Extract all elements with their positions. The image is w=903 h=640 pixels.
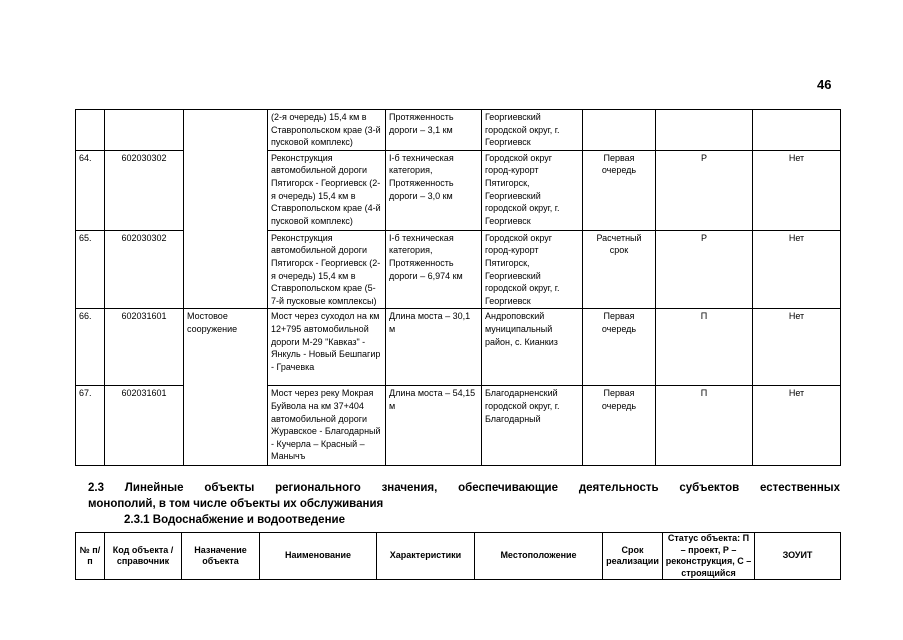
- cell-status: П: [656, 309, 753, 386]
- table-header-row: [76, 533, 841, 580]
- header-term: Срок реализации: [603, 533, 663, 580]
- cell-characteristics: Протяженность дороги – 3,1 км: [386, 110, 482, 151]
- cell-zouit: Нет: [753, 230, 841, 309]
- cell-status: П: [656, 386, 753, 466]
- cell-status: Р: [656, 150, 753, 230]
- cell-characteristics: Длина моста – 54,15 м: [386, 386, 482, 466]
- cell-term: [583, 110, 656, 151]
- cell-num: 64.: [76, 150, 105, 230]
- table-row: [76, 309, 841, 386]
- header-code: Код объекта / справочник: [105, 533, 182, 580]
- cell-purpose: Мостовое сооружение: [184, 309, 268, 466]
- cell-characteristics: I-б техническая категория, Протяженность дороги – 3,0 км: [386, 150, 482, 230]
- cell-code: 602031601: [105, 386, 184, 466]
- header-status: Статус объекта: П – проект, Р – реконструкция, С – строящийся: [663, 533, 755, 580]
- header-name: Наименование: [260, 533, 377, 580]
- cell-status: [656, 110, 753, 151]
- cell-code: 602030302: [105, 230, 184, 309]
- section-title: 2.3 Линейные объекты регионального значения, обеспечивающие деятельность субъектов естественных: [88, 482, 840, 494]
- page-number: 46: [817, 77, 832, 92]
- cell-characteristics: Длина моста – 30,1 м: [386, 309, 482, 386]
- cell-code: 602031601: [105, 309, 184, 386]
- cell-num: 65.: [76, 230, 105, 309]
- subsection-title: 2.3.1 Водоснабжение и водоотведение: [124, 514, 345, 526]
- cell-zouit: [753, 110, 841, 151]
- cell-term: Первая очередь: [583, 386, 656, 466]
- table-row: [76, 110, 841, 151]
- cell-term: Первая очередь: [583, 150, 656, 230]
- cell-term: Первая очередь: [583, 309, 656, 386]
- cell-zouit: Нет: [753, 386, 841, 466]
- cell-location: Городской округ город-курорт Пятигорск, Георгиевский городской округ, г. Георгиевск: [482, 150, 583, 230]
- cell-characteristics: I-б техническая категория, Протяженность дороги – 6,974 км: [386, 230, 482, 309]
- cell-code: [105, 110, 184, 151]
- header-num: № п/п: [76, 533, 105, 580]
- header-purpose: Назначение объекта: [182, 533, 260, 580]
- cell-location: Андроповский муниципальный район, с. Кианкиз: [482, 309, 583, 386]
- header-zouit: ЗОУИТ: [755, 533, 841, 580]
- header-location: Местоположение: [475, 533, 603, 580]
- cell-name: Мост через реку Мокрая Буйвола на км 37+404 автомобильной дороги Журавское - Благодарный - Кучерла – Красный – Манычъ: [268, 386, 386, 466]
- cell-name: Реконструкция автомобильной дороги Пятигорск - Георгиевск (2-я очередь) 15,4 км в Ставропольском крае (4-й пусковой комплекс): [268, 150, 386, 230]
- cell-name: Реконструкция автомобильной дороги Пятигорск - Георгиевск (2-я очередь) 15,4 км в Ставропольском крае (5-7-й пусковые комплексы): [268, 230, 386, 309]
- cell-zouit: Нет: [753, 309, 841, 386]
- cell-purpose: [184, 110, 268, 309]
- section-title-continued: монополий, в том числе объекты их обслуживания: [88, 498, 384, 510]
- cell-num: 66.: [76, 309, 105, 386]
- water-supply-table: [75, 532, 841, 580]
- header-characteristics: Характеристики: [377, 533, 475, 580]
- cell-num: 67.: [76, 386, 105, 466]
- cell-name: (2-я очередь) 15,4 км в Ставропольском крае (3-й пусковой комплекс): [268, 110, 386, 151]
- cell-status: Р: [656, 230, 753, 309]
- cell-name: Мост через суходол на км 12+795 автомобильной дороги М-29 "Кавказ" - Янкуль - Новый Бешпагир - Грачевка: [268, 309, 386, 386]
- cell-location: Благодарненский городской округ, г. Благодарный: [482, 386, 583, 466]
- cell-location: Городской округ город-курорт Пятигорск, Георгиевский городской округ, г. Георгиевск: [482, 230, 583, 309]
- cell-location: Георгиевский городской округ, г. Георгиевск: [482, 110, 583, 151]
- cell-code: 602030302: [105, 150, 184, 230]
- cell-zouit: Нет: [753, 150, 841, 230]
- objects-table: [75, 109, 841, 466]
- cell-term: Расчетный срок: [583, 230, 656, 309]
- cell-num: [76, 110, 105, 151]
